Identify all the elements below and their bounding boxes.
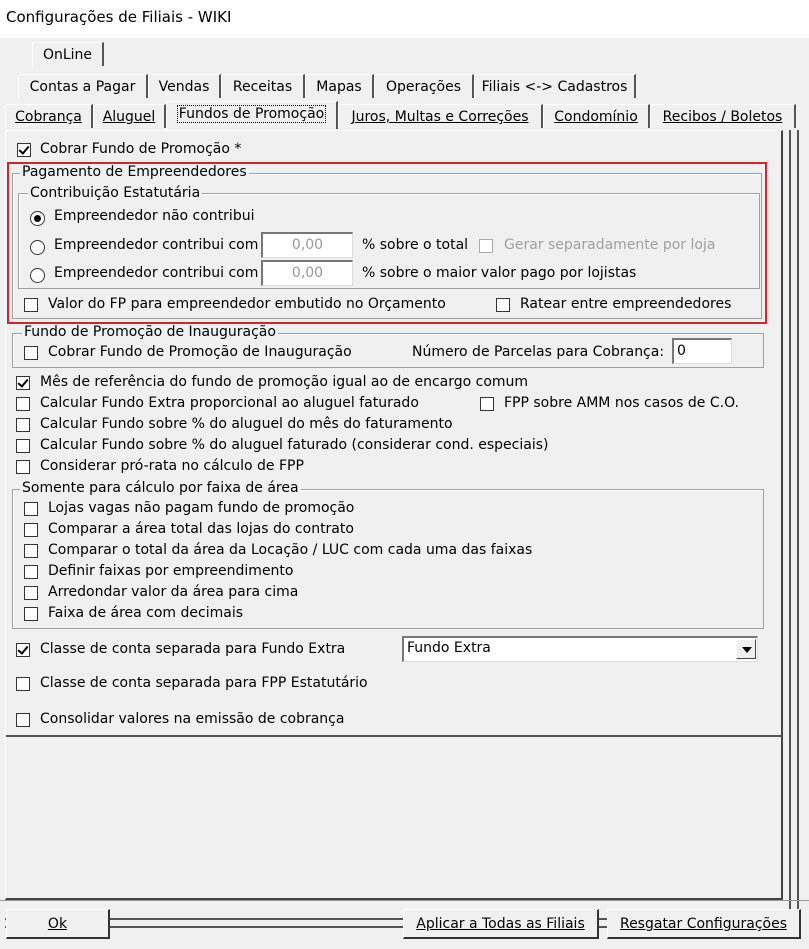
- mes-ref-checkbox[interactable]: [16, 376, 30, 390]
- ok-button-label: Ok: [47, 916, 68, 932]
- parcelas-label: Número de Parcelas para Cobrança:: [412, 344, 665, 360]
- embutido-label: Valor do FP para empreendedor embutido no Orçamento: [48, 296, 446, 312]
- faixa-label-4: Definir faixas por empreendimento: [48, 563, 294, 579]
- ratear-label: Ratear entre empreendedores: [520, 296, 732, 312]
- section-divider: [6, 735, 781, 737]
- faixa-label-3: Comparar o total da área da Locação / LUC com cada uma das faixas: [48, 542, 533, 558]
- window-title: Configurações de Filiais - WIKI: [6, 8, 232, 26]
- tab-recibos-boletos[interactable]: [650, 104, 796, 128]
- pagamento-title: Pagamento de Empreendedores: [22, 164, 247, 180]
- radio-contribui-total-label: Empreendedor contribui com: [54, 237, 259, 253]
- classe-fpp-label: Classe de conta separada para FPP Estatutário: [40, 675, 368, 691]
- tab-condominio[interactable]: [543, 104, 650, 128]
- faixa-label-6: Faixa de área com decimais: [48, 605, 244, 621]
- faixa-title: Somente para cálculo por faixa de área: [22, 480, 299, 496]
- tab-vendas[interactable]: Vendas: [148, 74, 221, 98]
- tab-mapas[interactable]: Mapas: [305, 74, 374, 98]
- tab-aluguel[interactable]: [93, 104, 166, 128]
- mes-ref-label: Mês de referência do fundo de promoção igual ao de encargo comum: [40, 374, 529, 390]
- aplicar-button-label: Aplicar a Todas as Filiais: [416, 916, 585, 932]
- extra-prop-checkbox[interactable]: [16, 397, 30, 411]
- extra-prop-label: Calcular Fundo Extra proporcional ao aluguel faturado: [40, 395, 419, 411]
- faixa-label-2: Comparar a área total das lojas do contrato: [48, 521, 354, 537]
- contribui-maior-suffix: % sobre o maior valor pago por lojistas: [362, 265, 637, 281]
- tab-fundos-label: Fundos de Promoção: [178, 106, 325, 122]
- fpp-amm-label: FPP sobre AMM nos casos de C.O.: [504, 395, 739, 411]
- cobrar-fp-checkbox[interactable]: [17, 143, 31, 157]
- tab-receitas[interactable]: Receitas: [221, 74, 305, 98]
- faixa-checkbox-2[interactable]: [24, 523, 38, 537]
- faixa-checkbox-4[interactable]: [24, 565, 38, 579]
- ok-button[interactable]: [6, 909, 110, 939]
- parcelas-input[interactable]: 0: [672, 338, 732, 364]
- classe-extra-label: Classe de conta separada para Fundo Extra: [40, 641, 346, 657]
- chevron-down-icon[interactable]: [736, 639, 756, 659]
- inauguracao-label: Cobrar Fundo de Promoção de Inauguração: [48, 344, 352, 360]
- gerar-separadamente-label: Gerar separadamente por loja: [504, 237, 716, 253]
- sobre-mes-label: Calcular Fundo sobre % do aluguel do mês do faturamento: [40, 416, 453, 432]
- pro-rata-label: Considerar pró-rata no cálculo de FPP: [40, 458, 304, 474]
- cobrar-fp-label: Cobrar Fundo de Promoção *: [40, 141, 242, 157]
- sobre-mes-checkbox[interactable]: [16, 418, 30, 432]
- contribui-maior-input[interactable]: 0,00: [261, 260, 353, 286]
- tab-aluguel-label: Aluguel: [102, 109, 156, 125]
- faixa-checkbox-1[interactable]: [24, 502, 38, 516]
- inauguracao-checkbox[interactable]: [24, 346, 38, 360]
- faixa-label-1: Lojas vagas não pagam fundo de promoção: [48, 500, 355, 516]
- classe-extra-checkbox[interactable]: [16, 643, 30, 657]
- classe-extra-value: Fundo Extra: [407, 640, 491, 656]
- sobre-fat-checkbox[interactable]: [16, 439, 30, 453]
- tab-cobranca-label: Cobrança: [15, 109, 82, 125]
- tab-online[interactable]: OnLine: [32, 42, 104, 66]
- tab-cobranca[interactable]: [5, 104, 93, 128]
- bottom-separator: [0, 900, 809, 901]
- dialog-client: [0, 38, 809, 949]
- tab-fundos-de-promocao[interactable]: [166, 101, 338, 129]
- aplicar-button[interactable]: [403, 909, 599, 939]
- radio-nao-contribui-label: Empreendedor não contribui: [54, 208, 255, 224]
- tab-juros-label: Juros, Multas e Correções: [351, 109, 529, 125]
- consolidar-label: Consolidar valores na emissão de cobrança: [40, 711, 345, 727]
- resgatar-button-label: Resgatar Configurações: [619, 916, 788, 932]
- consolidar-checkbox[interactable]: [16, 713, 30, 727]
- contribuicao-title: Contribuição Estatutária: [30, 185, 201, 201]
- pro-rata-checkbox[interactable]: [16, 460, 30, 474]
- tab-juros-multas[interactable]: [338, 104, 543, 128]
- tab-filiais-cadastros[interactable]: Filiais <-> Cadastros: [474, 74, 636, 98]
- contribui-total-suffix: % sobre o total: [362, 237, 469, 253]
- tab-operacoes[interactable]: Operações: [374, 74, 474, 98]
- contribui-total-input[interactable]: 0,00: [261, 232, 353, 258]
- radio-contribui-maior-label: Empreendedor contribui com: [54, 265, 259, 281]
- highlight-box: [7, 162, 767, 324]
- resgatar-button[interactable]: [607, 909, 801, 939]
- tab-condominio-label: Condomínio: [554, 109, 638, 125]
- faixa-checkbox-5[interactable]: [24, 586, 38, 600]
- tab-contas-a-pagar[interactable]: Contas a Pagar: [18, 74, 148, 98]
- inauguracao-title: Fundo de Promoção de Inauguração: [24, 324, 276, 340]
- classe-fpp-checkbox[interactable]: [16, 677, 30, 691]
- faixa-checkbox-6[interactable]: [24, 607, 38, 621]
- faixa-checkbox-3[interactable]: [24, 544, 38, 558]
- tab-recibos-label: Recibos / Boletos: [662, 109, 783, 125]
- fpp-amm-checkbox[interactable]: [480, 397, 494, 411]
- sobre-fat-label: Calcular Fundo sobre % do aluguel faturado (considerar cond. especiais): [40, 437, 549, 453]
- faixa-label-5: Arredondar valor da área para cima: [48, 584, 299, 600]
- classe-extra-select[interactable]: [402, 636, 758, 662]
